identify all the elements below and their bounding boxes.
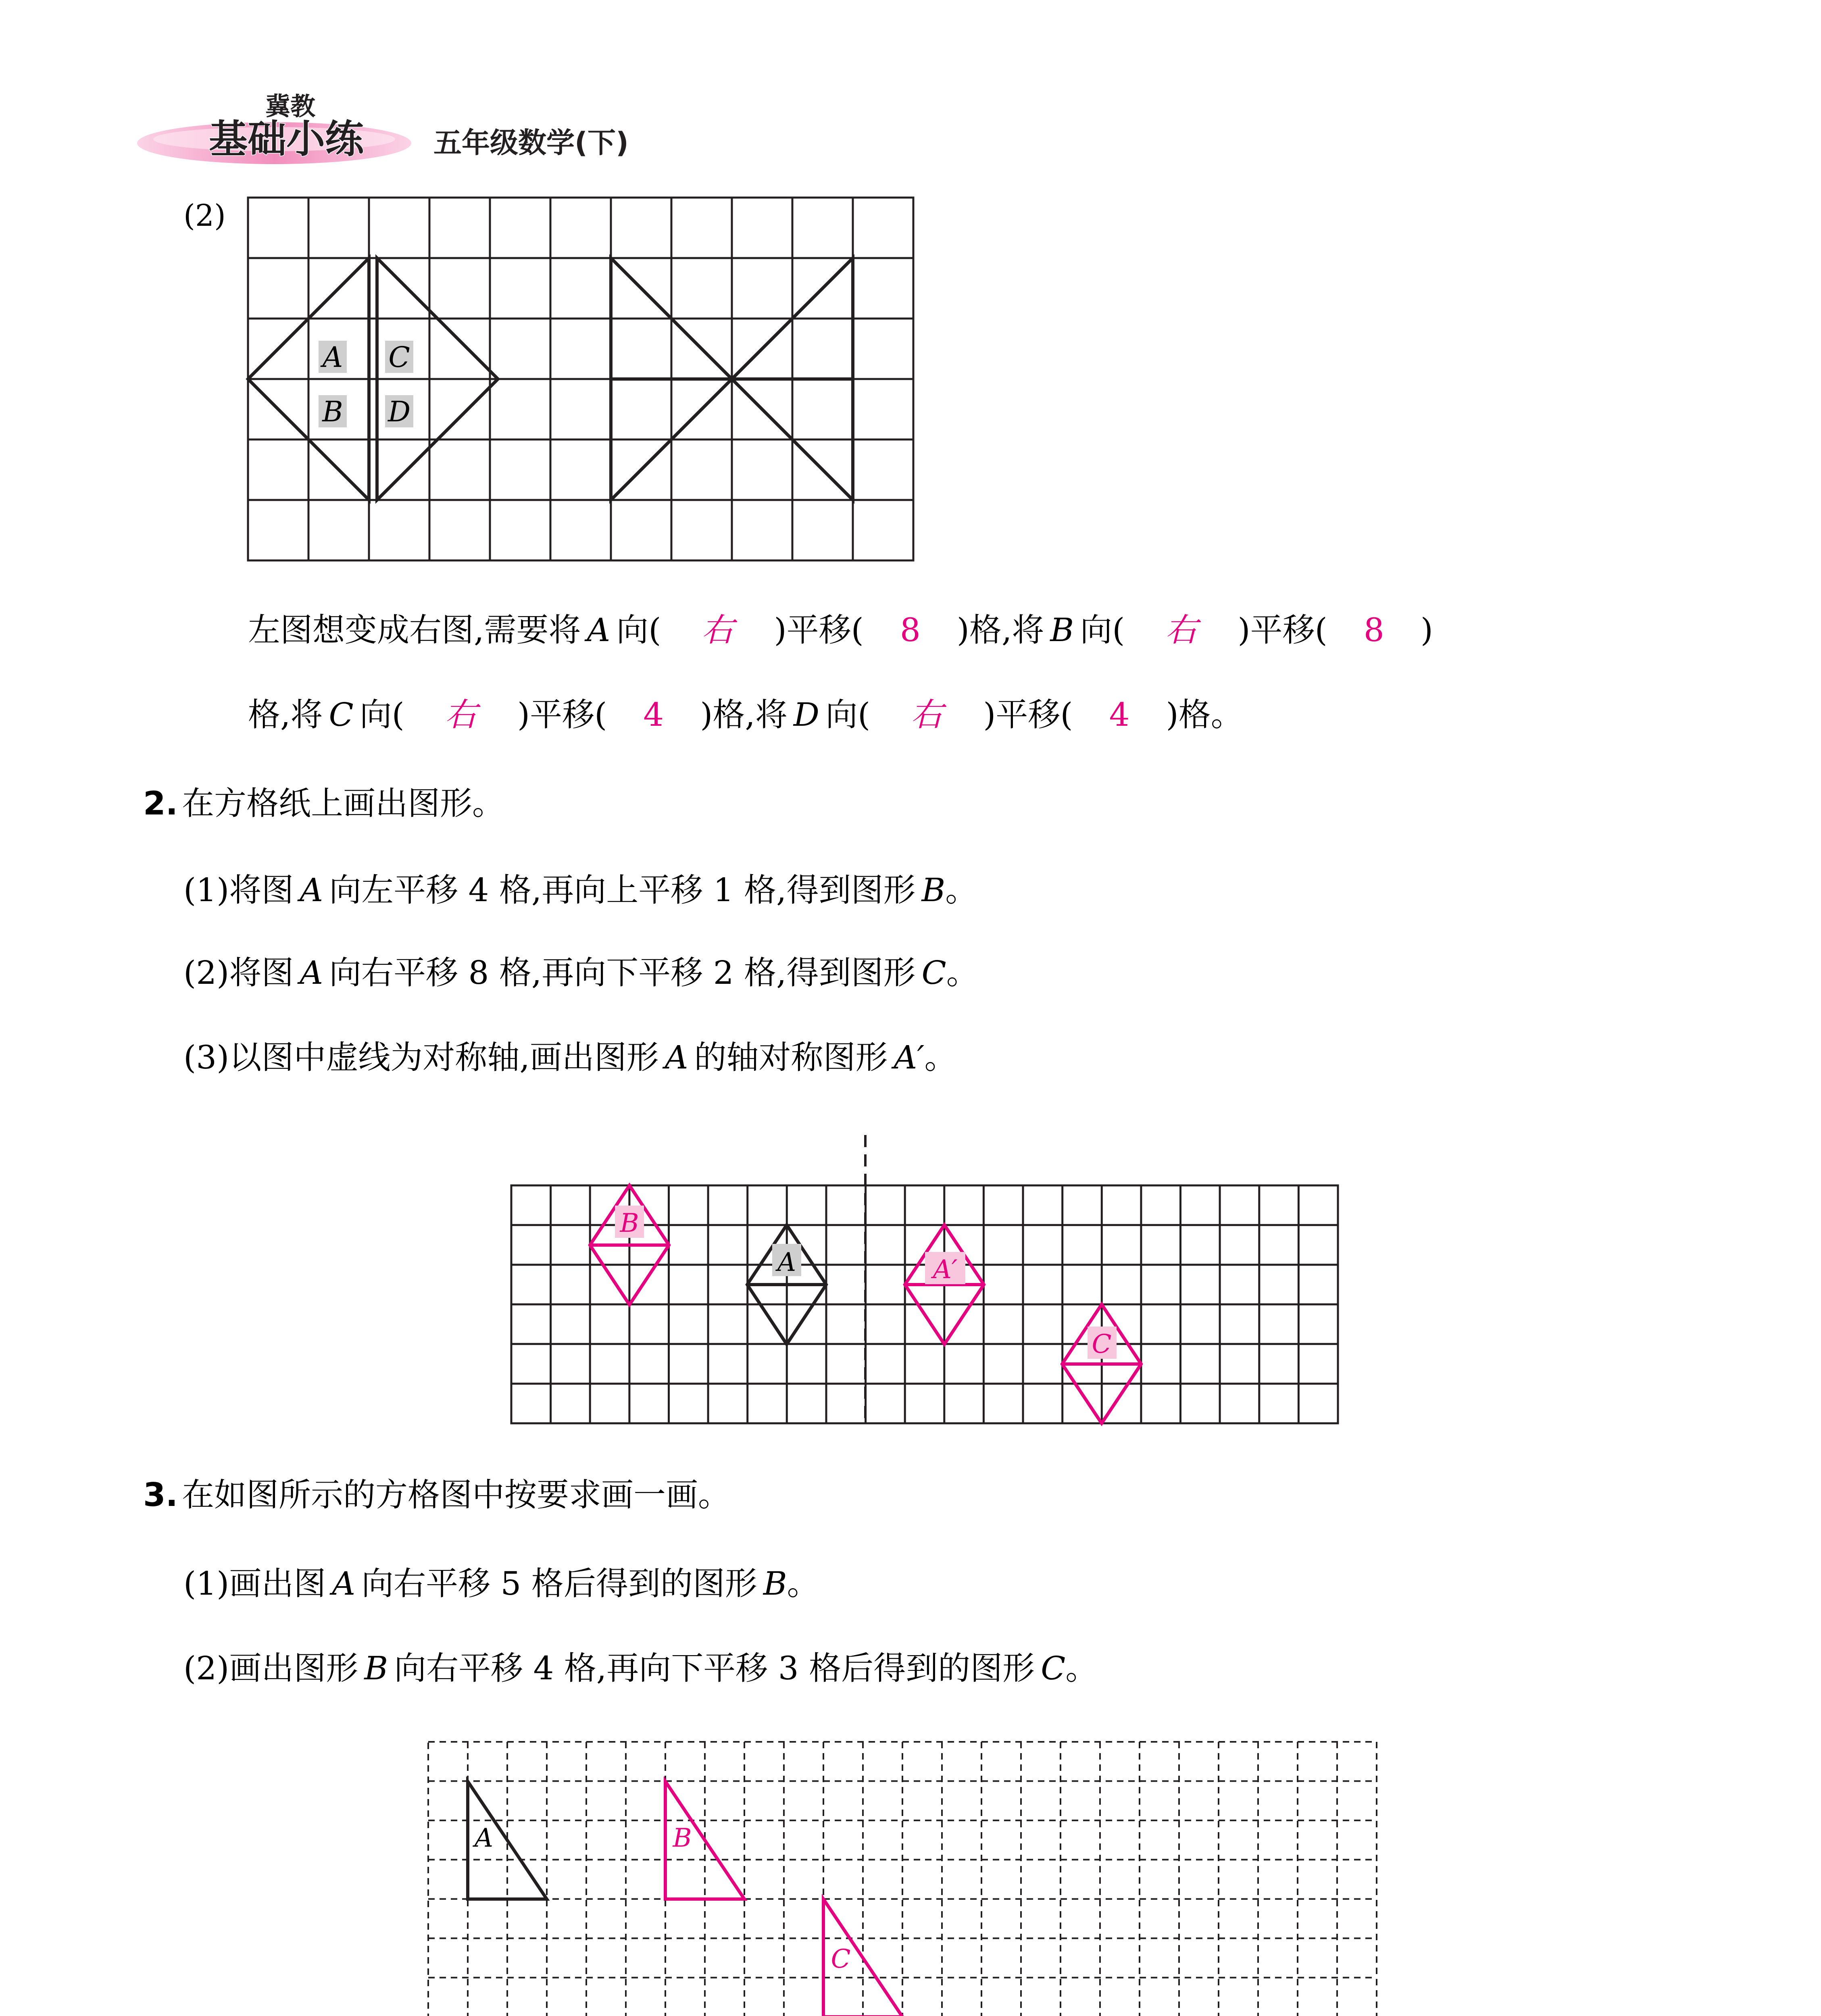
q3-item2: (2)画出图形 B 向右平移 4 格,再向下平移 3 格后得到的图形 C。 xyxy=(183,1649,1098,1687)
label-B: B xyxy=(322,395,343,428)
q3-label-B: B xyxy=(673,1823,692,1853)
q3-item1: (1)画出图 A 向右平移 5 格后得到的图形 B。 xyxy=(183,1565,819,1602)
q2-item2: (2)将图 A 向右平移 8 格,再向下平移 2 格,得到图形 C。 xyxy=(183,954,979,991)
label-C: C xyxy=(388,341,410,374)
question-2 xyxy=(143,785,1338,1423)
header-series-title: 基础小练 xyxy=(209,117,364,162)
q1-answer-line2: 格,将 C 向( 右 )平移( 4 )格,将 D 向( 右 )平移( 4 )格。 xyxy=(248,696,1243,733)
q2-label-B: B xyxy=(620,1208,639,1238)
q3-label-A: A xyxy=(474,1823,494,1853)
label-D: D xyxy=(388,395,411,428)
q1-labels xyxy=(319,341,413,428)
q1-part2 xyxy=(183,198,1433,733)
q2-title: 2. 在方格纸上画出图形。 xyxy=(143,785,505,822)
q2-item3: (3)以图中虚线为对称轴,画出图形 A 的轴对称图形 A′。 xyxy=(183,1039,957,1076)
q3-grid xyxy=(428,1742,1377,2016)
label-A: A xyxy=(322,341,343,374)
q2-label-C: C xyxy=(1092,1329,1112,1359)
header-grade: 五年级数学(下) xyxy=(433,126,629,159)
q3-label-C: C xyxy=(831,1944,851,1974)
q2-label-A-prime: A′ xyxy=(933,1255,958,1285)
page-header xyxy=(137,92,629,164)
q2-label-A: A xyxy=(777,1248,796,1277)
header-edition: 冀教 xyxy=(265,92,316,121)
q1-part2-label: (2) xyxy=(183,198,226,233)
q3-title: 3. 在如图所示的方格图中按要求画一画。 xyxy=(143,1476,731,1514)
q1-answer-line1: 左图想变成右图,需要将 A 向( 右 )平移( 8 )格,将 B 向( 右 )平移( 8 ) xyxy=(248,611,1433,649)
question-3 xyxy=(143,1476,1377,2016)
q2-item1: (1)将图 A 向左平移 4 格,再向上平移 1 格,得到图形 B。 xyxy=(183,871,978,909)
